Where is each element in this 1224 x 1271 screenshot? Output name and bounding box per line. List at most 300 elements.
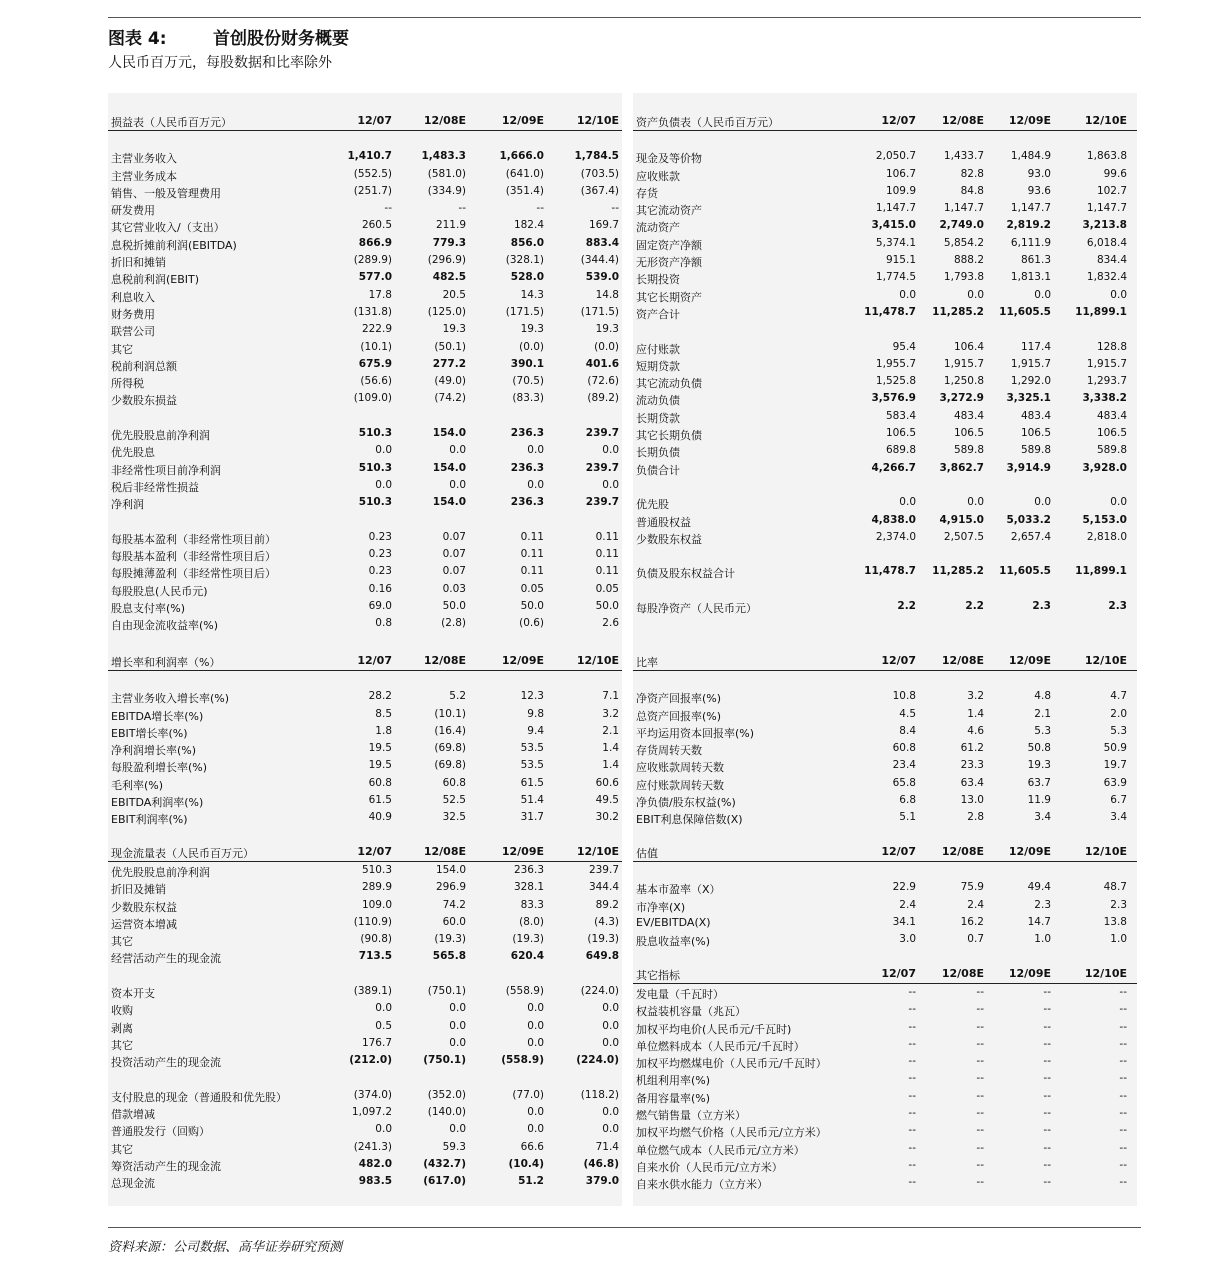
right-section-0	[633, 110, 1137, 650]
cell-value: 379.0	[585, 1175, 619, 1188]
table-row	[108, 356, 622, 373]
table-row	[633, 706, 1137, 723]
cell-value: 510.3	[358, 461, 392, 474]
cell-value: --	[1119, 1089, 1127, 1102]
table-row	[108, 546, 622, 563]
cell-value: 589.8	[1020, 444, 1051, 457]
cell-value: --	[1119, 1124, 1127, 1137]
column-header: 12/10E	[576, 654, 619, 667]
cell-value: 1,774.5	[875, 271, 916, 284]
cell-value: 1,666.0	[499, 150, 544, 163]
row-label: 非经常性项目前净利润	[111, 463, 221, 477]
section-title: 现金流量表（人民币百万元）	[111, 847, 254, 860]
column-header: 12/10E	[1084, 845, 1127, 858]
cell-value: 1,433.7	[943, 150, 984, 163]
cell-value: --	[1043, 1141, 1051, 1154]
cell-value: 11,605.5	[999, 565, 1051, 578]
column-header: 12/09E	[501, 845, 544, 858]
table-row	[108, 775, 622, 792]
cell-value: 32.5	[442, 811, 466, 824]
cell-value: 2,819.2	[1006, 219, 1051, 232]
row-label: 销售、一般及管理费用	[111, 186, 221, 200]
cell-value: 1.8	[375, 724, 392, 737]
table-row	[108, 792, 622, 809]
cell-value: --	[976, 1107, 984, 1120]
cell-value: --	[908, 1072, 916, 1085]
cell-value: 2,374.0	[875, 530, 916, 543]
cell-value: 48.7	[1103, 881, 1127, 894]
cell-value: 117.4	[1020, 340, 1051, 353]
cell-value: 1.0	[1110, 933, 1127, 946]
cell-value: 4.6	[967, 724, 984, 737]
cell-value: 390.1	[510, 357, 544, 370]
row-label: 其它	[111, 935, 133, 949]
row-label: 优先股股息前净利润	[111, 866, 210, 879]
cell-value: 0.07	[442, 548, 466, 561]
row-label: 加权平均电价(人民币元/千瓦时)	[636, 1022, 792, 1036]
cell-value: --	[908, 1037, 916, 1050]
cell-value: 4.8	[1034, 690, 1051, 703]
cell-value: 20.5	[442, 288, 466, 301]
cell-value: 82.8	[960, 167, 984, 180]
cell-value: 50.0	[595, 600, 619, 613]
cell-value: --	[1043, 1072, 1051, 1085]
cell-value: (70.5)	[512, 375, 544, 388]
cell-value: 34.1	[892, 915, 916, 928]
cell-value: --	[1119, 1141, 1127, 1154]
cell-value: (4.3)	[594, 915, 619, 928]
cell-value: 1,147.7	[1086, 202, 1127, 215]
table-row	[108, 373, 622, 390]
table-row	[108, 931, 622, 948]
cell-value: 84.8	[960, 184, 984, 197]
table-row	[633, 512, 1137, 529]
cell-value: 0.0	[527, 478, 544, 491]
cell-value: 59.3	[442, 1140, 466, 1153]
row-label: 息税前利润(EBIT)	[111, 273, 200, 287]
table-row	[633, 1053, 1137, 1070]
cell-value: 834.4	[1096, 254, 1127, 267]
row-label: 优先股息	[111, 446, 155, 460]
cell-value: 0.16	[368, 582, 392, 595]
table-row	[108, 460, 622, 477]
cell-value: (69.8)	[434, 759, 466, 772]
row-label: 其它	[111, 342, 133, 356]
cell-value: 1,483.3	[421, 150, 466, 163]
table-row	[633, 1088, 1137, 1105]
cell-value: 2.3	[1110, 898, 1127, 911]
cell-value: 50.9	[1103, 742, 1127, 755]
section-title: 资产负债表（人民币百万元）	[636, 116, 779, 129]
cell-value: 106.5	[1096, 427, 1127, 440]
cell-value: 106.5	[1020, 427, 1051, 440]
right-panel	[633, 93, 1137, 1206]
cell-value: 0.0	[375, 444, 392, 457]
cell-value: 3,576.9	[871, 392, 916, 405]
right-section-1	[633, 650, 1137, 844]
cell-value: 3.4	[1110, 811, 1127, 824]
cell-value: (558.9)	[505, 985, 544, 998]
cell-value: 0.0	[449, 1019, 466, 1032]
cell-value: 620.4	[510, 950, 544, 963]
row-label: 无形资产净额	[636, 256, 702, 270]
column-header: 12/08E	[941, 845, 984, 858]
column-header: 12/10E	[1084, 654, 1127, 667]
spacer-row	[633, 546, 1137, 563]
cell-value: 49.5	[595, 794, 619, 807]
cell-value: --	[976, 986, 984, 998]
cell-value: 4.7	[1110, 690, 1127, 703]
table-row	[108, 321, 622, 338]
row-label: 应收账款周转天数	[636, 761, 724, 775]
row-label: 税前利润总额	[111, 359, 177, 373]
cell-value: --	[1043, 1158, 1051, 1171]
cell-value: 0.23	[368, 530, 392, 543]
cell-value: 6.7	[1110, 794, 1127, 807]
table-row	[108, 1000, 622, 1017]
column-header: 12/07	[357, 845, 392, 858]
table-row	[108, 494, 622, 511]
cell-value: --	[1043, 1089, 1051, 1102]
table-row	[633, 931, 1137, 948]
table-row	[108, 183, 622, 200]
cell-value: 3,862.7	[939, 461, 984, 474]
cell-value: 182.4	[513, 219, 544, 232]
cell-value: 856.0	[510, 236, 544, 249]
cell-value: --	[976, 1176, 984, 1189]
cell-value: 0.0	[449, 1002, 466, 1015]
cell-value: 483.4	[953, 409, 984, 422]
column-header: 12/09E	[501, 114, 544, 127]
cell-value: 10.8	[892, 690, 916, 703]
section-title: 估值	[636, 847, 658, 860]
cell-value: (296.9)	[427, 254, 466, 267]
row-label: 毛利率(%)	[111, 778, 164, 792]
cell-value: 0.0	[527, 1123, 544, 1136]
cell-value: 0.0	[375, 1123, 392, 1136]
table-row	[633, 166, 1137, 183]
cell-value: 9.4	[527, 724, 544, 737]
cell-value: 2.3	[1034, 898, 1051, 911]
table-row	[108, 723, 622, 740]
cell-value: 6.8	[899, 794, 916, 807]
cell-value: 19.3	[442, 323, 466, 336]
cell-value: 11,478.7	[864, 565, 916, 578]
cell-value: 483.4	[1020, 409, 1051, 422]
cell-value: 0.7	[967, 933, 984, 946]
cell-value: 23.4	[892, 759, 916, 772]
cell-value: 510.3	[361, 864, 392, 876]
cell-value: 11.9	[1027, 794, 1051, 807]
cell-value: (19.3)	[587, 933, 619, 946]
cell-value: 0.0	[527, 1019, 544, 1032]
cell-value: 589.8	[1096, 444, 1127, 457]
row-label: 少数股东权益	[111, 900, 177, 914]
spacer-row	[633, 131, 1137, 148]
row-label: 每股净资产（人民币元）	[636, 602, 757, 616]
cell-value: 0.0	[602, 1036, 619, 1049]
cell-value: --	[1119, 1107, 1127, 1120]
row-label: 股息支付率(%)	[111, 602, 186, 616]
cell-value: --	[908, 1107, 916, 1120]
table-row	[108, 862, 622, 879]
cell-value: 60.6	[595, 776, 619, 789]
cell-value: 1.4	[602, 759, 619, 772]
cell-value: (617.0)	[423, 1175, 466, 1188]
cell-value: (69.8)	[434, 742, 466, 755]
table-row	[633, 897, 1137, 914]
cell-value: 17.8	[368, 288, 392, 301]
cell-value: 0.03	[442, 582, 466, 595]
cell-value: 2.1	[602, 724, 619, 737]
column-header: 12/08E	[423, 845, 466, 858]
cell-value: --	[1119, 986, 1127, 998]
row-label: 发电量（千瓦时）	[636, 988, 724, 1001]
cell-value: (289.9)	[353, 254, 392, 267]
cell-value: 22.9	[892, 881, 916, 894]
table-row	[633, 1036, 1137, 1053]
cell-value: 0.0	[1034, 496, 1051, 509]
cell-value: 0.07	[442, 530, 466, 543]
cell-value: 236.3	[510, 461, 544, 474]
row-label: 流动负债	[636, 394, 680, 408]
cell-value: 51.4	[520, 794, 544, 807]
cell-value: 19.3	[595, 323, 619, 336]
cell-value: --	[976, 1124, 984, 1137]
cell-value: 6,018.4	[1086, 236, 1127, 249]
table-row	[633, 757, 1137, 774]
cell-value: 1,410.7	[347, 150, 392, 163]
row-label: 少数股东损益	[111, 394, 177, 408]
cell-value: --	[1043, 1124, 1051, 1137]
cell-value: 861.3	[1020, 254, 1051, 267]
cell-value: 482.5	[432, 271, 466, 284]
table-row	[108, 1121, 622, 1138]
cell-value: --	[1043, 1037, 1051, 1050]
table-row	[633, 984, 1137, 1001]
row-label: 自由现金流收益率(%)	[111, 619, 219, 633]
row-label: 燃气销售量（立方米）	[636, 1109, 746, 1123]
cell-value: 1,832.4	[1086, 271, 1127, 284]
cell-value: 1.0	[1034, 933, 1051, 946]
cell-value: 50.0	[442, 600, 466, 613]
spacer-row	[633, 581, 1137, 598]
spacer-row	[108, 671, 622, 688]
table-row	[108, 598, 622, 615]
row-label: 净资产回报率(%)	[636, 692, 722, 706]
cell-value: 30.2	[595, 811, 619, 824]
row-label: 机组利用率(%)	[636, 1074, 711, 1088]
source-note: 资料来源：公司数据、高华证券研究预测	[108, 1240, 343, 1255]
cell-value: 75.9	[960, 881, 984, 894]
table-row	[633, 235, 1137, 252]
cell-value: 0.0	[527, 1002, 544, 1015]
row-label: 税后非经常性损益	[111, 480, 199, 494]
cell-value: 2,657.4	[1010, 530, 1051, 543]
table-row	[633, 775, 1137, 792]
cell-value: 176.7	[361, 1036, 392, 1049]
cell-value: --	[908, 1003, 916, 1016]
cell-value: 5,153.0	[1082, 513, 1127, 526]
cell-value: (2.8)	[441, 617, 466, 630]
cell-value: 3.2	[602, 707, 619, 720]
table-row	[633, 1140, 1137, 1157]
cell-value: 0.0	[1110, 496, 1127, 509]
table-row	[633, 598, 1137, 615]
row-label: 存货周转天数	[636, 744, 702, 758]
table-row	[633, 304, 1137, 321]
cell-value: 3.2	[967, 690, 984, 703]
cell-value: 0.5	[375, 1019, 392, 1032]
cell-value: 222.9	[361, 323, 392, 336]
cell-value: 19.3	[1027, 759, 1051, 772]
column-header: 12/09E	[1008, 967, 1051, 980]
cell-value: 2.1	[1034, 707, 1051, 720]
cell-value: 61.2	[960, 742, 984, 755]
cell-value: (83.3)	[512, 392, 544, 405]
cell-value: 2.2	[897, 600, 916, 613]
cell-value: 539.0	[585, 271, 619, 284]
cell-value: 11,605.5	[999, 305, 1051, 318]
cell-value: 19.5	[368, 742, 392, 755]
table-row	[633, 740, 1137, 757]
row-label: 所得税	[111, 377, 144, 391]
cell-value: 236.3	[510, 427, 544, 440]
cell-value: 866.9	[358, 236, 392, 249]
figure-label: 图表 4:	[108, 29, 167, 49]
cell-value: 583.4	[885, 409, 916, 422]
cell-value: 50.0	[520, 600, 544, 613]
cell-value: --	[1043, 1055, 1051, 1068]
cell-value: (0.6)	[519, 617, 544, 630]
cell-value: 779.3	[432, 236, 466, 249]
cell-value: (171.5)	[580, 305, 619, 318]
row-label: 加权平均燃气价格（人民币元/立方米）	[636, 1126, 827, 1140]
row-label: 固定资产净额	[636, 238, 702, 252]
cell-value: 2.8	[967, 811, 984, 824]
row-label: 主营业务成本	[111, 169, 177, 183]
cell-value: 60.8	[892, 742, 916, 755]
column-header: 12/10E	[1084, 114, 1127, 127]
cell-value: (125.0)	[427, 305, 466, 318]
cell-value: 3,213.8	[1082, 219, 1127, 232]
cell-value: 66.6	[520, 1140, 544, 1153]
cell-value: 2.4	[967, 898, 984, 911]
cell-value: 9.8	[527, 707, 544, 720]
row-label: 流动资产	[636, 221, 680, 235]
cell-value: 2.0	[1110, 707, 1127, 720]
table-row	[633, 183, 1137, 200]
cell-value: (367.4)	[580, 184, 619, 197]
row-label: 其它营业收入/（支出）	[111, 221, 225, 235]
cell-value: 2,749.0	[939, 219, 984, 232]
row-label: 负债合计	[636, 463, 680, 477]
cell-value: --	[908, 1176, 916, 1189]
row-label: 剥离	[111, 1021, 133, 1035]
table-row	[108, 740, 622, 757]
cell-value: 11,285.2	[932, 565, 984, 578]
row-label: 主营业务收入增长率(%)	[111, 692, 230, 706]
cell-value: 11,285.2	[932, 305, 984, 318]
cell-value: 528.0	[510, 271, 544, 284]
column-header: 12/09E	[1008, 845, 1051, 858]
cell-value: 19.5	[368, 759, 392, 772]
column-header: 12/09E	[501, 654, 544, 667]
table-row	[108, 252, 622, 269]
cell-value: 102.7	[1096, 184, 1127, 197]
row-label: 经营活动产生的现金流	[111, 952, 221, 966]
cell-value: 0.11	[595, 548, 619, 561]
cell-value: 63.9	[1103, 776, 1127, 789]
table-row	[108, 757, 622, 774]
cell-value: --	[976, 1158, 984, 1171]
cell-value: (374.0)	[353, 1088, 392, 1101]
cell-value: 2.6	[602, 617, 619, 630]
table-row	[108, 477, 622, 494]
cell-value: 0.0	[449, 478, 466, 491]
row-label: EBITDA利润率(%)	[111, 796, 204, 810]
cell-value: 5.3	[1110, 724, 1127, 737]
cell-value: 3,914.9	[1006, 461, 1051, 474]
cell-value: 2.2	[965, 600, 984, 613]
cell-value: 154.0	[432, 427, 466, 440]
table-row	[633, 373, 1137, 390]
table-row	[633, 809, 1137, 826]
cell-value: (16.4)	[434, 724, 466, 737]
cell-value: 3.0	[899, 933, 916, 946]
cell-value: (10.4)	[508, 1158, 544, 1171]
cell-value: 169.7	[588, 219, 619, 232]
cell-value: 0.11	[595, 565, 619, 578]
spacer-row	[633, 615, 1137, 632]
cell-value: --	[1119, 1037, 1127, 1050]
cell-value: 13.8	[1103, 915, 1127, 928]
cell-value: 1,955.7	[875, 357, 916, 370]
row-label: 资本开支	[111, 987, 155, 1001]
cell-value: 328.1	[513, 881, 544, 894]
cell-value: 0.11	[520, 548, 544, 561]
cell-value: 60.8	[442, 776, 466, 789]
bottom-rule	[108, 1227, 1141, 1228]
row-label: EBITDA增长率(%)	[111, 709, 204, 723]
cell-value: 2,818.0	[1086, 530, 1127, 543]
spacer-row	[108, 966, 622, 983]
cell-value: 0.11	[595, 530, 619, 543]
cell-value: 109.9	[885, 184, 916, 197]
table-row	[108, 706, 622, 723]
table-row	[633, 914, 1137, 931]
cell-value: 239.7	[588, 864, 619, 876]
cell-value: 11,899.1	[1075, 565, 1127, 578]
cell-value: 1,915.7	[1086, 357, 1127, 370]
cell-value: 89.2	[595, 898, 619, 911]
row-label: EV/EBITDA(X)	[636, 915, 711, 929]
row-label: 其它	[111, 1038, 133, 1052]
cell-value: 1.4	[602, 742, 619, 755]
cell-value: --	[1119, 1003, 1127, 1016]
cell-value: 11,899.1	[1075, 305, 1127, 318]
section-title: 增长率和利润率（%）	[111, 656, 221, 669]
table-row	[108, 339, 622, 356]
row-label: 每股盈利增长率(%)	[111, 761, 208, 775]
row-label: 借款增减	[111, 1108, 155, 1122]
row-label: 优先股股息前净利润	[111, 429, 210, 443]
row-label: 研发费用	[111, 204, 155, 218]
cell-value: --	[908, 1020, 916, 1033]
cell-value: 13.0	[960, 794, 984, 807]
cell-value: 51.2	[518, 1175, 544, 1188]
cell-value: 915.1	[885, 254, 916, 267]
